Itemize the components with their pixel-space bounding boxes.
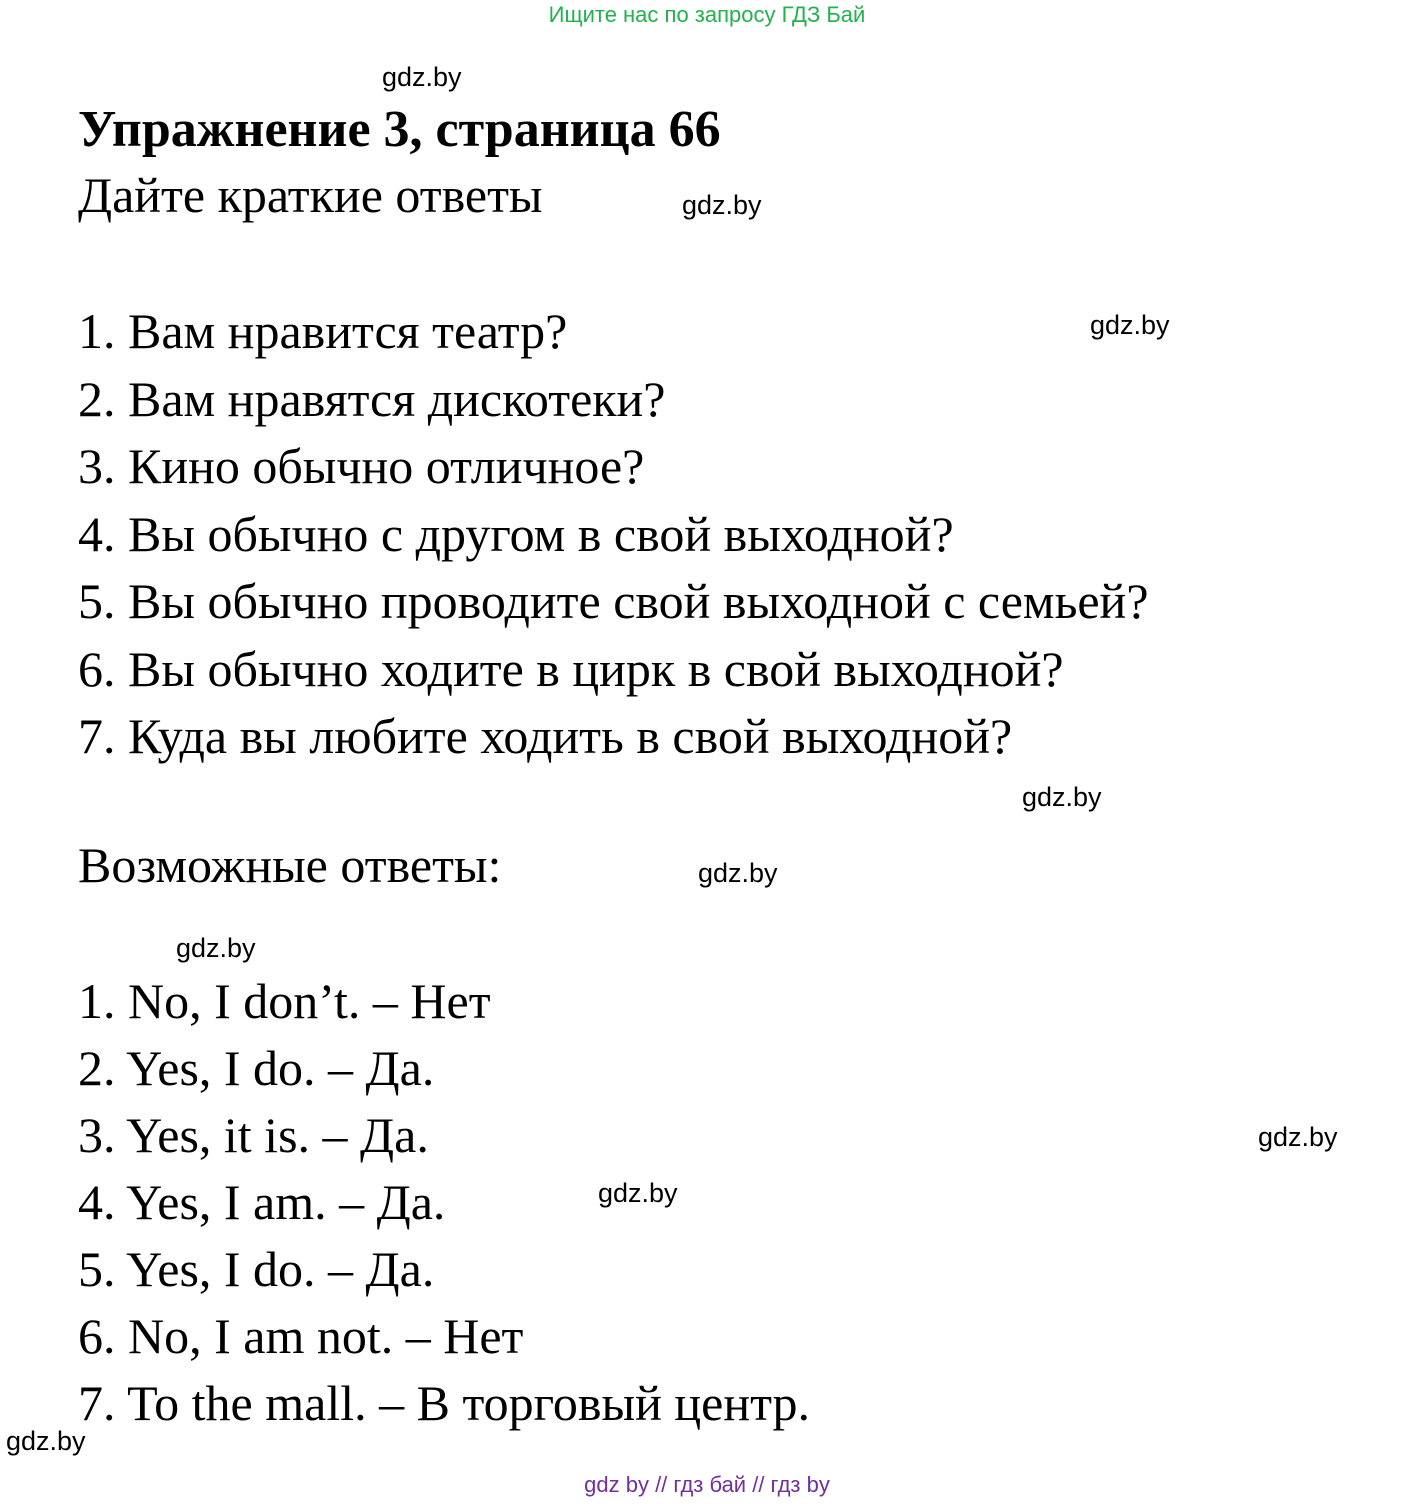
watermark-text: gdz.by (598, 1178, 678, 1208)
answers-heading: Возможные ответы: (78, 837, 502, 893)
question-item: 2. Вам нравятся дискотеки? (78, 370, 666, 427)
answer-item: 7. To the mall. – В торговый центр. (78, 1375, 811, 1431)
question-item: 7. Куда вы любите ходить в свой выходной? (78, 708, 1013, 764)
answer-item: 5. Yes, I do. – Да. (78, 1241, 435, 1297)
question-item: 1. Вам нравится театр? (78, 303, 568, 359)
top-banner-link[interactable]: Ищите нас по запросу ГДЗ Бай (548, 2, 866, 27)
watermark-text: gdz.by (382, 62, 462, 92)
watermark-text: gdz.by (1022, 782, 1102, 812)
watermark-text: gdz.by (1258, 1122, 1338, 1152)
watermark-text: gdz.by (176, 933, 256, 963)
answer-item: 4. Yes, I am. – Да. (78, 1174, 446, 1230)
question-item: 6. Вы обычно ходите в цирк в свой выходной? (78, 640, 1064, 697)
answer-item: 2. Yes, I do. – Да. (78, 1040, 435, 1096)
task-instruction: Дайте краткие ответы (78, 167, 543, 223)
questions-list (78, 298, 1149, 771)
answer-item: 1. No, I don’t. – Нет (78, 973, 491, 1029)
watermark-text: gdz.by (682, 190, 762, 220)
answer-item: 3. Yes, it is. – Да. (78, 1107, 429, 1163)
question-item: 5. Вы обычно проводите свой выходной с семьей? (78, 573, 1149, 629)
footer-links[interactable]: gdz by // гдз бай // гдз by (584, 1472, 830, 1497)
watermark-text: gdz.by (698, 858, 778, 888)
answers-list (78, 968, 810, 1437)
question-item: 4. Вы обычно с другом в свой выходной? (78, 505, 954, 562)
exercise-title: Упражнение 3, страница 66 (78, 101, 721, 158)
watermark-text: gdz.by (1090, 310, 1170, 340)
answer-item: 6. No, I am not. – Нет (78, 1308, 524, 1364)
question-item: 3. Кино обычно отличное? (78, 438, 645, 494)
watermark-text: gdz.by (6, 1426, 86, 1456)
